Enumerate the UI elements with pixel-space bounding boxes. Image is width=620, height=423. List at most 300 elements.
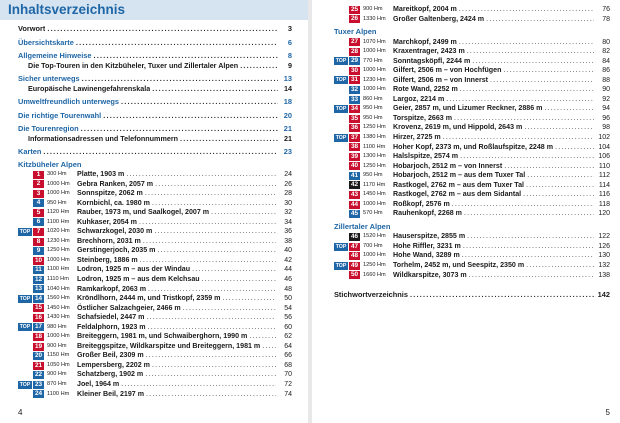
tour-number-badge: 34 <box>350 105 359 113</box>
leader-dots <box>469 271 594 280</box>
tour-entry[interactable] <box>18 227 292 237</box>
tour-entry[interactable] <box>334 190 610 200</box>
leader-dots <box>139 218 276 227</box>
top-tour-badge <box>334 252 348 260</box>
tour-entry[interactable] <box>334 66 610 76</box>
tour-name: Kleiner Beil, 2197 m <box>77 389 145 398</box>
toc-entry[interactable] <box>18 147 292 157</box>
tour-number-badge: 22 <box>34 371 43 379</box>
tour-number-badge: 32 <box>350 86 359 93</box>
elevation-gain: 1000 Hm <box>363 252 386 259</box>
tour-name: Sonnspitze, 2062 m <box>77 189 143 198</box>
leader-dots <box>249 332 276 341</box>
leader-dots <box>555 143 594 152</box>
tour-number-badge: 4 <box>33 199 44 207</box>
leader-dots <box>526 261 594 270</box>
elevation-gain: 1330 Hm <box>363 15 386 22</box>
tour-page: 36 <box>284 228 292 236</box>
tour-number-badge: 6 <box>33 218 44 226</box>
elevation-gain: 1660 Hm <box>363 271 386 278</box>
tour-number-badge: 26 <box>350 15 359 23</box>
leader-dots <box>446 95 594 104</box>
top-tour-badge <box>18 343 32 351</box>
top-tour-badge <box>334 271 348 279</box>
tour-name: Breiteggern, 1981 m, und Schwaiberghorn, 1990 m <box>77 332 248 341</box>
leader-dots <box>523 190 594 199</box>
elevation-gain: 1450 Hm <box>47 304 70 311</box>
leader-dots <box>463 242 594 251</box>
leader-dots <box>103 111 278 120</box>
tour-entry[interactable] <box>334 171 610 181</box>
top-tour-badge <box>18 371 32 379</box>
tour-entry[interactable] <box>334 38 610 48</box>
section-heading-zillertaler: Zillertaler Alpen <box>334 221 391 231</box>
top-tour-badge <box>18 180 32 188</box>
leader-dots <box>121 380 276 389</box>
tour-entry[interactable] <box>334 251 610 261</box>
top-tour-badge <box>334 38 348 46</box>
left-page <box>0 0 308 423</box>
tour-name: Gilfert, 2506 m – von Hochfügen <box>393 66 502 75</box>
tour-number-badge: 21 <box>34 361 43 369</box>
leader-dots <box>467 232 594 241</box>
tour-name: Lempersberg, 2202 m <box>77 360 150 369</box>
top-tour-badge: TOP <box>335 243 347 250</box>
tour-page: 80 <box>602 38 610 46</box>
top-tour-badge <box>334 201 348 209</box>
tour-name: Schafsiedel, 2447 m <box>77 313 145 322</box>
top-tour-badge <box>334 143 348 151</box>
elevation-gain: 1000 Hm <box>47 180 70 187</box>
toc-entry-label: Allgemeine Hinweise <box>18 51 92 60</box>
top-tour-badge <box>334 210 348 218</box>
tour-entry[interactable] <box>18 265 292 275</box>
tour-number-badge: 5 <box>33 209 44 217</box>
toc-entry-page: 21 <box>284 133 292 143</box>
tour-entry[interactable] <box>18 342 292 352</box>
toc-entry-label: Stichwortverzeichnis <box>334 290 408 300</box>
tour-name: Lodron, 1925 m – aus der Windau <box>77 265 191 274</box>
top-tour-badge <box>334 233 348 241</box>
tour-number-badge: 30 <box>350 66 359 74</box>
tour-name: Marchkopf, 2499 m <box>393 37 457 46</box>
tour-number-badge: 23 <box>34 380 43 388</box>
elevation-gain: 1020 Hm <box>47 228 70 235</box>
elevation-gain: 1560 Hm <box>47 295 70 302</box>
toc-entry-index[interactable] <box>334 290 610 300</box>
tour-page: 68 <box>284 361 292 369</box>
leader-dots <box>154 227 276 236</box>
tour-entry[interactable] <box>334 85 610 95</box>
leader-dots <box>462 251 594 260</box>
tour-entry[interactable] <box>334 181 610 191</box>
top-tour-badge <box>18 171 32 179</box>
tour-name: Hohe Riffler, 3231 m <box>393 241 461 250</box>
tour-number-badge: 38 <box>350 143 359 151</box>
leader-dots <box>183 304 276 313</box>
tour-name: Rauhenkopf, 2268 m <box>393 209 462 218</box>
tour-entry[interactable] <box>334 57 610 67</box>
toc-entry-page: 6 <box>287 37 292 47</box>
tour-entry[interactable] <box>18 218 292 228</box>
tour-name: Torspitze, 2663 m <box>393 113 453 122</box>
elevation-gain: 1000 Hm <box>363 48 386 55</box>
tour-entry[interactable] <box>18 313 292 323</box>
tour-name: Feldalphorn, 1923 m <box>77 322 146 331</box>
tour-name: Rote Wand, 2252 m <box>393 85 458 94</box>
leader-dots <box>460 152 594 161</box>
toc-entry[interactable] <box>18 111 292 121</box>
tour-entry[interactable] <box>334 114 610 124</box>
elevation-gain: 1100 Hm <box>47 390 70 397</box>
leader-dots <box>459 5 594 14</box>
toc-entry[interactable] <box>18 84 292 94</box>
leader-dots <box>464 209 594 218</box>
tour-entry[interactable] <box>18 284 292 294</box>
top-tour-badge: TOP <box>335 106 347 113</box>
tour-number-badge: 28 <box>350 47 359 55</box>
tour-page: 48 <box>284 285 292 293</box>
tour-name: Großer Beil, 2309 m <box>77 351 144 360</box>
tour-name: Breiteggspitze, Wildkarspitze und Breiteggern, 1981 m <box>77 341 261 350</box>
tour-number-badge: 44 <box>350 200 359 208</box>
elevation-gain: 860 Hm <box>363 95 383 102</box>
tour-entry[interactable] <box>18 332 292 342</box>
section-heading-tuxer: Tuxer Alpen <box>334 27 377 37</box>
leader-dots <box>503 66 594 75</box>
toc-entry-page: 14 <box>284 83 292 93</box>
tour-name: Gebra Ranken, 2057 m <box>77 179 154 188</box>
top-tour-badge <box>18 238 32 246</box>
elevation-gain: 570 Hm <box>363 210 383 217</box>
leader-dots <box>152 199 276 208</box>
tour-name: Largoz, 2214 m <box>393 94 445 103</box>
tour-name: Kuhkaser, 2054 m <box>77 217 137 226</box>
tour-page: 54 <box>284 304 292 312</box>
leader-dots <box>146 351 276 360</box>
tour-number-badge: 18 <box>34 332 43 340</box>
elevation-gain: 1250 Hm <box>47 247 70 254</box>
tour-number-badge: 27 <box>350 38 359 46</box>
top-tour-badge <box>18 362 32 370</box>
tour-page: 104 <box>598 143 610 151</box>
toc-entry-page: 21 <box>283 124 292 133</box>
elevation-gain: 1000 Hm <box>47 333 70 340</box>
tour-entry[interactable] <box>334 95 610 105</box>
tour-entry[interactable] <box>18 199 292 209</box>
tour-number-badge: 50 <box>350 271 359 279</box>
leader-dots <box>192 265 276 274</box>
tour-page: 62 <box>284 333 292 341</box>
leader-dots <box>152 361 276 370</box>
toc-entry-label: Karten <box>18 147 42 156</box>
tour-list-left <box>18 170 292 399</box>
elevation-gain: 1150 Hm <box>47 352 70 359</box>
tour-entry[interactable] <box>334 123 610 133</box>
toc-entry-page: 18 <box>283 97 292 106</box>
tour-page: 90 <box>602 86 610 94</box>
tour-number-badge: 45 <box>350 210 359 218</box>
tour-name: Hobarjoch, 2512 m – aus dem Tuxer Tal <box>393 171 526 180</box>
leader-dots <box>211 208 276 217</box>
leader-dots <box>148 323 276 332</box>
leader-dots <box>472 57 594 66</box>
elevation-gain: 1100 Hm <box>47 266 70 273</box>
tour-entry[interactable] <box>334 47 610 57</box>
toc-entry[interactable] <box>18 124 292 134</box>
tour-name: Gerstingerjoch, 2035 m <box>77 246 156 255</box>
leader-dots <box>486 15 594 24</box>
leader-dots <box>76 38 278 47</box>
leader-dots <box>152 84 278 93</box>
tour-name: Sonntagsköpfl, 2244 m <box>393 56 471 65</box>
tour-number-badge: 13 <box>34 285 43 293</box>
tour-name: Kraxentrager, 2423 m <box>393 47 465 56</box>
elevation-gain: 1070 Hm <box>363 38 386 45</box>
tour-entry[interactable] <box>18 275 292 285</box>
leader-dots <box>143 237 276 246</box>
leader-dots <box>527 171 594 180</box>
top-tour-badge <box>334 172 348 180</box>
tour-entry[interactable] <box>18 351 292 361</box>
leader-dots <box>140 256 276 265</box>
tour-entry[interactable] <box>334 104 610 114</box>
elevation-gain: 1250 Hm <box>363 262 386 268</box>
tour-entry[interactable] <box>18 179 292 189</box>
top-tour-badge <box>18 314 32 322</box>
tour-entry[interactable] <box>18 361 292 371</box>
tour-page: 30 <box>284 199 292 207</box>
top-tour-badge <box>18 352 32 360</box>
tour-page: 132 <box>598 262 610 269</box>
tour-number-badge: 42 <box>350 181 359 189</box>
tour-name: Großer Galtenberg, 2424 m <box>393 14 485 23</box>
tour-number-badge: 49 <box>350 261 359 269</box>
elevation-gain: 950 Hm <box>363 172 383 179</box>
tour-name: Gilfert, 2506 m – von Innerst <box>393 75 489 84</box>
top-tour-badge <box>18 209 32 217</box>
leader-dots <box>504 162 594 171</box>
toc-entry-page: 13 <box>283 74 292 83</box>
tour-name: Ramkarkopf, 2063 m <box>77 284 147 293</box>
elevation-gain: 1120 Hm <box>47 209 70 216</box>
tour-number-badge: 15 <box>34 304 43 312</box>
tour-name: Kornbichl, ca. 1980 m <box>77 198 150 207</box>
top-tour-badge <box>18 266 32 274</box>
toc-entry[interactable] <box>18 24 292 34</box>
leader-dots <box>81 124 278 133</box>
elevation-gain: 1040 Hm <box>47 285 70 292</box>
tour-entry[interactable] <box>334 162 610 172</box>
tour-entry[interactable] <box>334 143 610 153</box>
tour-number-badge: 17 <box>34 323 43 331</box>
toc-right <box>334 5 610 300</box>
tour-entry[interactable] <box>18 170 292 180</box>
toc-entry-label: Informationsadressen und Telefonnummern <box>28 133 179 143</box>
tour-entry[interactable] <box>334 15 610 25</box>
tour-entry[interactable] <box>334 270 610 280</box>
tour-entry[interactable] <box>18 304 292 314</box>
tour-page: 84 <box>602 57 610 65</box>
tour-page: 74 <box>284 390 292 398</box>
toc-entry[interactable] <box>18 97 292 107</box>
tour-name: Hoher Kopf, 2373 m, und Roßlaufspitze, 2248 m <box>393 142 554 151</box>
leader-dots <box>155 180 276 189</box>
tour-number-badge: 36 <box>350 124 359 132</box>
tour-page: 32 <box>284 209 292 217</box>
tour-name: Hohe Wand, 3289 m <box>393 251 460 260</box>
toc-entry[interactable] <box>18 74 292 84</box>
tour-page: 70 <box>284 371 292 379</box>
tour-name: Rastkogel, 2762 m – aus dem Tuxer Tal <box>393 180 525 189</box>
leader-dots <box>145 370 276 379</box>
elevation-gain: 980 Hm <box>47 323 67 330</box>
leader-dots <box>121 97 278 106</box>
toc-entry-label: Vorwort <box>18 24 46 33</box>
leader-dots <box>490 76 594 85</box>
tour-number-badge: 16 <box>34 313 43 321</box>
leader-dots <box>148 285 276 294</box>
leader-dots <box>454 114 594 123</box>
top-tour-badge <box>334 191 348 199</box>
toc-entry-page: 23 <box>283 147 292 156</box>
tour-name: Geier, 2857 m, und Lizumer Reckner, 2886 m <box>393 104 543 113</box>
top-tour-badge: TOP <box>335 77 347 84</box>
leader-dots <box>410 290 596 299</box>
elevation-gain: 1100 Hm <box>363 143 386 150</box>
elevation-gain: 950 Hm <box>363 114 383 121</box>
toc-entry-label: Die Top-Touren in den Kitzbüheler, Tuxer und Zillertaler Alpen <box>28 60 239 70</box>
tour-number-badge: 10 <box>34 256 43 264</box>
tour-number-badge: 41 <box>350 171 359 179</box>
tour-page: 44 <box>284 266 292 274</box>
elevation-gain: 900 Hm <box>47 371 67 378</box>
elevation-gain: 1430 Hm <box>47 314 70 321</box>
tour-entry[interactable] <box>18 294 292 304</box>
tour-entry[interactable] <box>18 189 292 199</box>
tour-entry[interactable] <box>334 133 610 143</box>
top-tour-badge: TOP <box>335 58 347 65</box>
tour-page: 40 <box>284 247 292 255</box>
page-number: 4 <box>18 408 23 417</box>
toc-entry-label: Europäische Lawinengefahrenskala <box>28 83 151 93</box>
tour-page: 96 <box>602 114 610 122</box>
tour-entry[interactable] <box>18 389 292 399</box>
tour-page: 60 <box>284 323 292 331</box>
tour-name: Halslspitze, 2574 m <box>393 152 459 161</box>
tour-page: 86 <box>602 67 610 75</box>
tour-page: 126 <box>598 242 610 250</box>
top-tour-badge <box>18 304 32 312</box>
tour-name: Steinberg, 1886 m <box>77 255 138 264</box>
leader-dots <box>82 74 278 83</box>
tour-number-badge: 35 <box>350 114 359 122</box>
tour-entry[interactable] <box>18 237 292 247</box>
title-bar <box>0 0 308 20</box>
tour-name: Joel, 1964 m <box>77 380 120 388</box>
tour-entry[interactable] <box>334 232 610 242</box>
leader-dots <box>202 275 276 284</box>
tour-page: 78 <box>602 15 610 23</box>
tour-number-badge: 14 <box>34 294 43 302</box>
tour-entry[interactable] <box>334 152 610 162</box>
tour-number-badge: 8 <box>33 238 44 246</box>
toc-entry[interactable] <box>18 51 292 61</box>
toc-entry-label: Die richtige Tourenwahl <box>18 110 102 120</box>
tour-entry[interactable] <box>334 5 610 15</box>
tour-entry[interactable] <box>18 246 292 256</box>
top-tour-badge <box>334 96 348 104</box>
leader-dots <box>222 294 276 303</box>
top-tour-badge: TOP <box>335 134 347 141</box>
tour-page: 66 <box>284 352 292 360</box>
tour-page: 94 <box>602 105 610 113</box>
tour-name: Platte, 1903 m <box>77 169 125 178</box>
tour-number-badge: 33 <box>350 95 359 103</box>
top-tour-badge <box>18 390 32 398</box>
tour-page: 98 <box>602 124 610 132</box>
tour-name: Rauber, 1973 m, und Saalkogel, 2007 m <box>77 208 210 217</box>
toc-left <box>18 24 292 399</box>
tour-entry[interactable] <box>334 261 610 271</box>
elevation-gain: 1000 Hm <box>363 67 386 74</box>
toc-entry-page: 142 <box>597 290 610 300</box>
tour-entry[interactable] <box>18 370 292 380</box>
tour-number-badge: 40 <box>350 162 359 170</box>
tour-page: 138 <box>598 271 610 279</box>
tour-list-zillertaler <box>334 232 610 280</box>
tour-page: 26 <box>284 180 292 188</box>
tour-name: Kröndlhorn, 2444 m, und Tristkopf, 2359 m <box>77 294 221 303</box>
tour-entry[interactable] <box>334 209 610 219</box>
leader-dots <box>526 181 594 190</box>
tour-number-badge: 12 <box>34 275 43 283</box>
top-tour-badge <box>334 67 348 75</box>
tour-entry[interactable] <box>18 380 292 390</box>
tour-number-badge: 46 <box>350 233 359 241</box>
section-heading-kitzbueheler: Kitzbüheler Alpen <box>18 159 82 169</box>
tour-page: 106 <box>598 153 610 161</box>
tour-entry[interactable] <box>334 76 610 86</box>
tour-page: 122 <box>598 233 610 241</box>
tour-name: Schwarzkogel, 2030 m <box>77 227 153 236</box>
tour-entry[interactable] <box>18 256 292 266</box>
toc-entry[interactable] <box>18 38 292 48</box>
elevation-gain: 1520 Hm <box>363 233 386 240</box>
tour-entry[interactable] <box>334 200 610 210</box>
tour-number-badge: 43 <box>350 191 359 199</box>
tour-number-badge: 7 <box>33 228 44 236</box>
leader-dots <box>94 51 278 60</box>
tour-entry[interactable] <box>334 242 610 252</box>
toc-entry-page: 3 <box>287 24 292 33</box>
leader-dots <box>146 390 276 399</box>
tour-name: Hirzer, 2725 m <box>393 133 441 142</box>
leader-dots <box>544 104 594 113</box>
page-number: 5 <box>605 408 610 417</box>
tour-entry[interactable] <box>18 208 292 218</box>
page-title: Inhaltsverzeichnis <box>8 2 126 17</box>
top-tour-badge <box>18 333 32 341</box>
tour-number-badge: 2 <box>33 180 44 188</box>
elevation-gain: 1380 Hm <box>363 134 386 141</box>
toc-entry[interactable] <box>18 134 292 144</box>
top-tour-badge: TOP <box>19 295 31 302</box>
toc-entry[interactable] <box>18 61 292 71</box>
tour-entry[interactable] <box>18 323 292 333</box>
right-page <box>312 0 620 423</box>
top-tour-badge <box>18 257 32 265</box>
